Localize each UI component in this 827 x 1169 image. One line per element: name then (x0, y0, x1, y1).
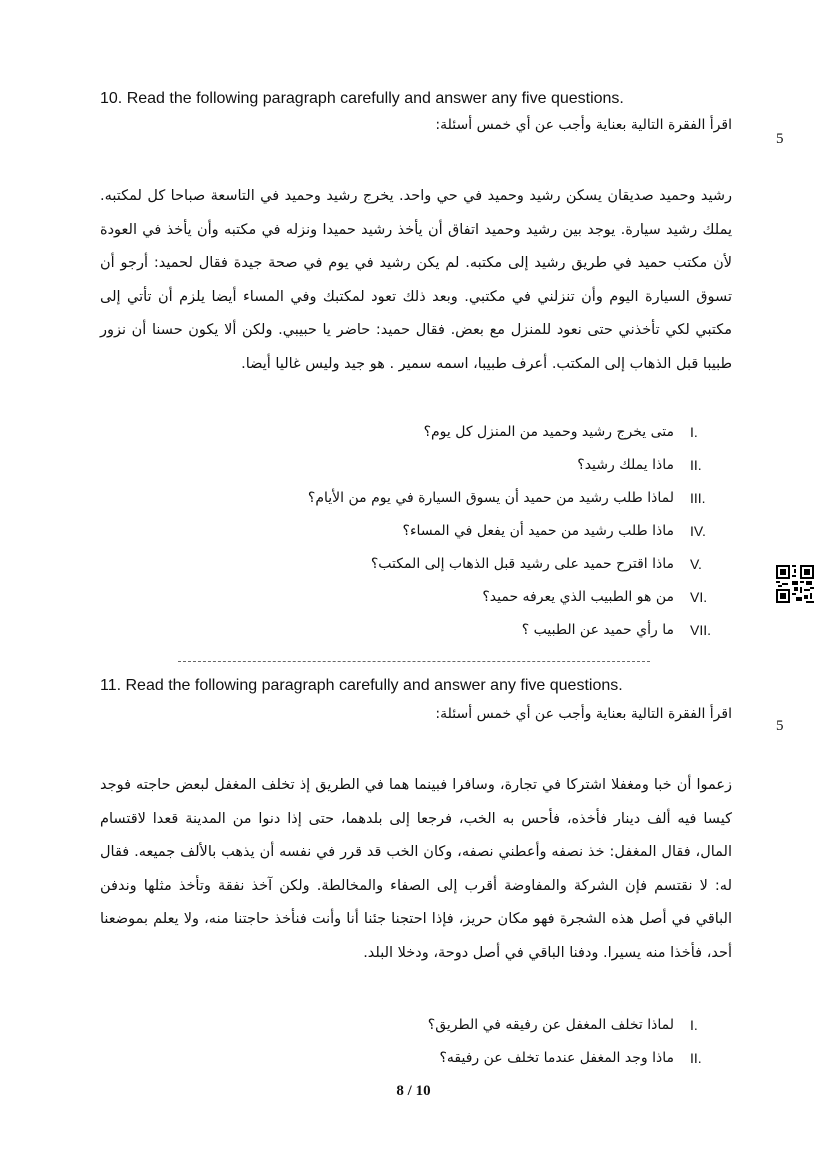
question-text: لماذا طلب رشيد من حميد أن يسوق السيارة في يوم من الأيام؟ (307, 490, 674, 506)
question-text: متى يخرج رشيد وحميد من المنزل كل يوم؟ (423, 424, 674, 440)
q10-marks: 5 (776, 131, 784, 147)
qr-code-icon (776, 565, 814, 603)
question-number: VII. (690, 622, 712, 638)
question-item (264, 449, 724, 482)
question-number: VI. (690, 589, 708, 605)
question-text: ما رأي حميد عن الطبيب ؟ (521, 622, 674, 638)
q10-question-list (264, 416, 724, 647)
question-item (264, 581, 724, 614)
q10-paragraph: رشيد وحميد صديقان يسكن رشيد وحميد في حي واحد. يخرج رشيد وحميد في التاسعة صباحا كل لمكتبه. يملك رشيد سيارة. يوجد بين رشيد وحميد اتفاق أن يأخذ رشيد حميدا ونزله في مكتبه وأن يأخذ في العودة لأن مكتب حميد في طريق رشيد إلى مكتبه. لم يكن رشيد في يوم في صحة جيدة فقال لحميد: أرجو أن تسوق السيارة اليوم وأن تنزلني في مكتبي. وبعد ذلك تعود لمكتبك وفي المساء أيضا يلزم أن تأتي إلى مكتبي لكي تأخذني حتى نعود للمنزل مع بعض. فقال حميد: حاضر يا حبيبي. ولكن ألا يكون حسنا أن نزور طبيبا قبل الذهاب إلى المكتب. أعرف طبيبا، اسمه سمير . هو جيد وليس غاليا أيضا. (100, 188, 732, 372)
q11-marks: 5 (776, 718, 784, 734)
q11-instruction: اقرأ الفقرة التالية بعناية وأجب عن أي خمس أسئلة: (435, 706, 732, 722)
question-item (264, 1042, 724, 1075)
question-item (264, 416, 724, 449)
question-item (264, 515, 724, 548)
question-item (264, 548, 724, 581)
q11-paragraph: زعموا أن خبا ومغفلا اشتركا في تجارة، وسافرا فبينما هما في الطريق إذ تخلف المغفل لبعض حاجته فوجد كيسا فيه ألف دينار فأخذه، فأحس به الخب، فرجعا إلى بلدهما، حتى إذا دنوا من المدينة قعدا لاقتسام المال، فقال المغفل: خذ نصفه وأعطني نصفه، وكان الخب قد قرر في نفسه أن يذهب بالألف جميعه. فقال له: لا نقتسم فإن الشركة والمفاوضة أقرب إلى الصفاء والمخالطة. ولكن آخذ نفقة وتأخذ مثلها وندفن الباقي في أصل هذه الشجرة فهو مكان حريز، فإذا احتجنا جئنا أنا وأنت فنأخذ حاجتنا منه، ولا يعلم بموضعنا أحد، فأخذا منه يسيرا. ودفنا الباقي في أصل دوحة، ودخلا البلد. (100, 777, 732, 961)
question-number: II. (690, 1050, 702, 1066)
question-item (264, 1009, 724, 1042)
q10-instruction: اقرأ الفقرة التالية بعناية وأجب عن أي خمس أسئلة: (435, 117, 732, 133)
page-number: 8 / 10 (396, 1083, 431, 1099)
question-number: II. (690, 457, 702, 473)
question-item (264, 614, 724, 647)
question-text: ماذا اقترح حميد على رشيد قبل الذهاب إلى المكتب؟ (370, 556, 674, 572)
section-divider (178, 661, 650, 662)
q10-heading: 10. Read the following paragraph carefully and answer any five questions. (100, 90, 624, 107)
question-item (264, 482, 724, 515)
q11-question-list (264, 1009, 724, 1075)
question-text: ماذا طلب رشيد من حميد أن يفعل في المساء؟ (402, 523, 674, 539)
question-number: I. (690, 1017, 698, 1033)
question-number: V. (690, 556, 702, 572)
question-text: لماذا تخلف المغفل عن رفيقه في الطريق؟ (427, 1017, 674, 1033)
question-number: III. (690, 490, 706, 506)
question-text: من هو الطبيب الذي يعرفه حميد؟ (482, 589, 674, 605)
question-text: ماذا يملك رشيد؟ (577, 457, 674, 473)
question-text: ماذا وجد المغفل عندما تخلف عن رفيقه؟ (439, 1050, 674, 1066)
question-number: I. (690, 424, 698, 440)
question-number: IV. (690, 523, 706, 539)
q11-heading: 11. Read the following paragraph carefully and answer any five questions. (100, 677, 623, 694)
